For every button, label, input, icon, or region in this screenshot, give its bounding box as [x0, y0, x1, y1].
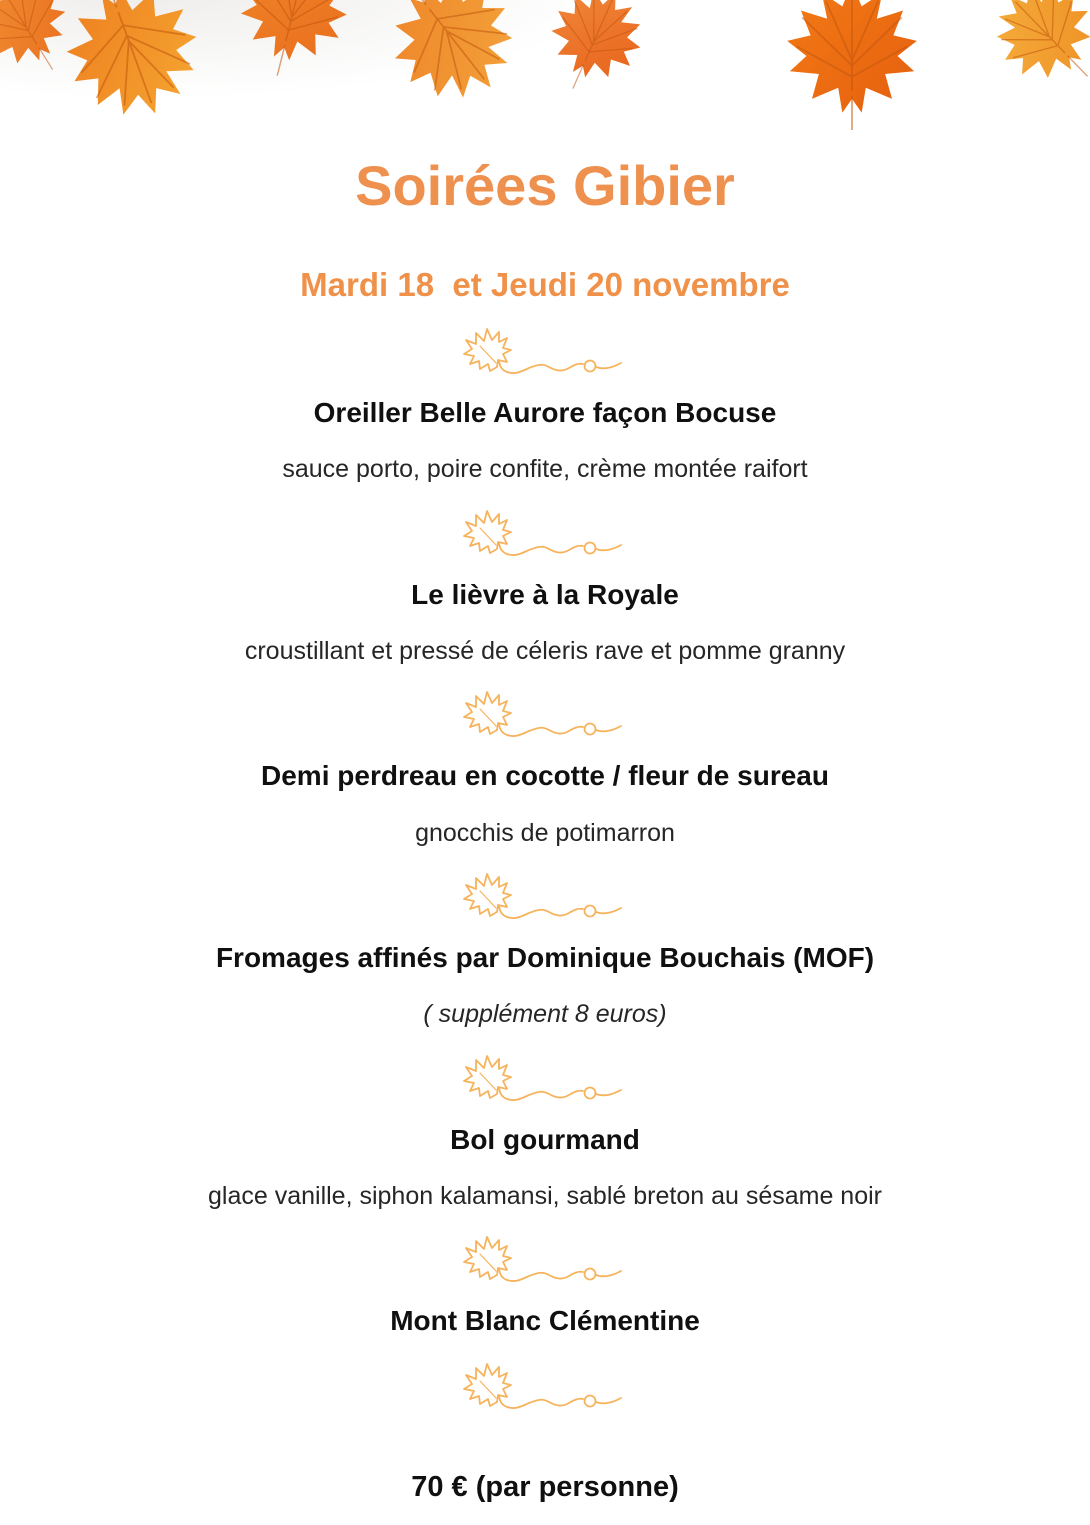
leaf-divider-icon [450, 690, 640, 742]
maple-leaf-icon [0, 0, 93, 96]
maple-leaf-icon [351, 0, 542, 129]
menu-item-name: Mont Blanc Clémentine [390, 1305, 700, 1337]
menu-item [0, 327, 1090, 483]
menu-item [0, 690, 1090, 846]
maple-leaf-icon [783, 0, 921, 130]
menu-item-name: Bol gourmand [450, 1123, 640, 1155]
leaf-divider [450, 1362, 640, 1414]
menu-item-name: Le lièvre à la Royale [411, 578, 679, 610]
menu-item-name: Oreiller Belle Aurore façon Bocuse [313, 397, 777, 428]
page-title: Soirées Gibier [355, 154, 735, 217]
menu-item-description: croustillant et pressé de céleris rave et pomme granny [244, 637, 846, 666]
autumn-leaves-banner [0, 0, 1090, 130]
leaf-divider [450, 1054, 640, 1106]
leaf-divider [450, 327, 640, 379]
menu-item-name: Demi perdreau en cocotte / fleur de sureau [261, 760, 829, 792]
leaf-divider [450, 1235, 640, 1287]
leaf-divider-icon [450, 1054, 640, 1106]
leaf-divider [450, 690, 640, 742]
menu-item-description: ( supplément 8 euros) [423, 1000, 667, 1029]
menu-item [0, 872, 1090, 1028]
maple-leaf-icon [37, 0, 221, 130]
menu-item [0, 1235, 1090, 1335]
leaf-divider [450, 872, 640, 924]
leaf-divider-icon [450, 509, 640, 561]
maple-leaf-icon [528, 0, 660, 111]
maple-leaf-icon [972, 0, 1090, 114]
price-line: 70 € (par personne) [411, 1470, 679, 1503]
leaf-divider-icon [450, 1235, 640, 1287]
menu-item [0, 1054, 1090, 1210]
leaf-divider-icon [450, 1362, 640, 1414]
menu-list [0, 327, 1090, 1336]
leaf-divider-icon [450, 327, 640, 379]
page-subtitle: Mardi 18 et Jeudi 20 novembre [300, 266, 790, 303]
leaf-divider [450, 509, 640, 561]
menu-item-description: sauce porto, poire confite, crème montée raifort [282, 455, 808, 484]
menu-item-name: Fromages affinés par Dominique Bouchais (MOF) [215, 941, 875, 973]
menu-item-description: gnocchis de potimarron [415, 818, 675, 847]
maple-leaf-icon [222, 0, 362, 93]
menu-item [0, 509, 1090, 665]
menu-item-description: glace vanille, siphon kalamansi, sablé breton au sésame noir [208, 1181, 882, 1210]
leaf-divider-icon [450, 872, 640, 924]
